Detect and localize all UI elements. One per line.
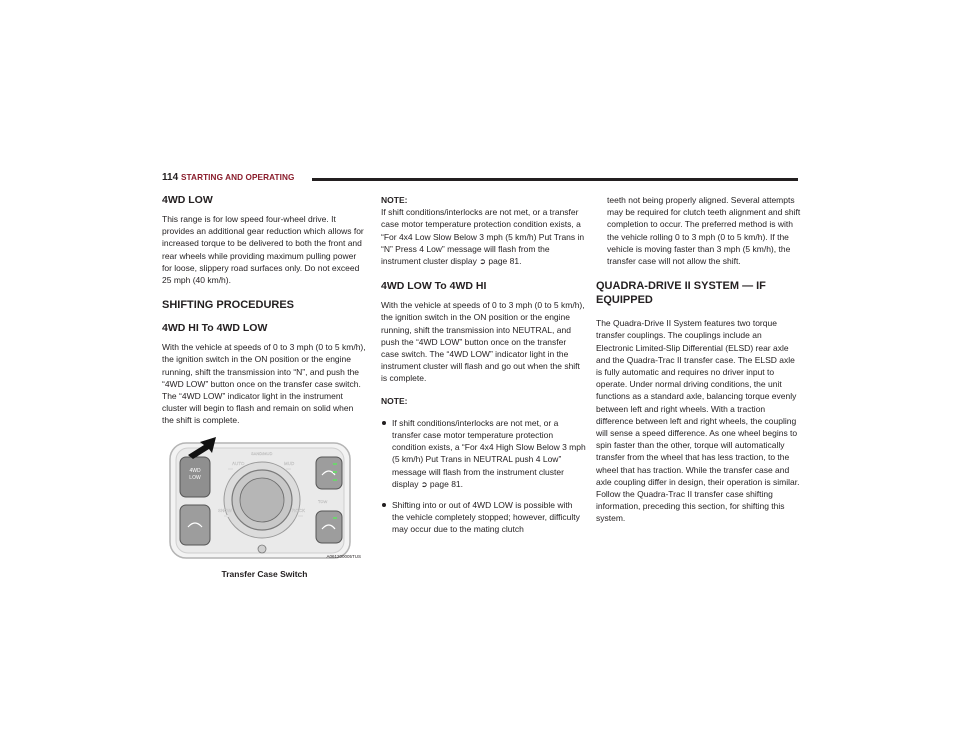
figure-code: A061200005TUS bbox=[326, 553, 361, 559]
figure-caption: Transfer Case Switch bbox=[221, 568, 308, 579]
continued-bullets bbox=[596, 194, 801, 267]
bullet-icon bbox=[382, 503, 386, 507]
list-item: teeth not being properly aligned. Several attempts may be required for clutch teeth alignment and shift completion to occur. The preferred method is with the vehicle rolling 0 to 3 mph (0 to 5 km/h). If the vehicle is moving faster than 3 mph (5 km/h), the transfer case will not allow the shift. bbox=[607, 195, 801, 267]
transfer-case-switch-illustration bbox=[162, 435, 367, 563]
heading-shifting-procedures: SHIFTING PROCEDURES bbox=[162, 299, 295, 312]
para-4wd-low: This range is for low speed four-wheel drive. It provides an additional gear reduction which allows for increased torque to be delivered to both the front and rear wheels while providing maximum pulling power for loose, slippery road surfaces only. Do not exceed 25 mph (40 km/h). bbox=[162, 214, 364, 286]
page-header bbox=[162, 172, 798, 188]
mode-snow: SNOW bbox=[218, 507, 232, 513]
column-1 bbox=[162, 194, 367, 579]
note-1-label: NOTE: bbox=[381, 195, 408, 205]
heading-quadra-line-1: QUADRA-DRIVE II SYSTEM — IF bbox=[596, 280, 766, 293]
mode-sand: SAND/MUD bbox=[251, 450, 273, 456]
note-2-bullets bbox=[381, 417, 586, 536]
heading-low-to-hi: 4WD LOW To 4WD HI bbox=[381, 280, 487, 293]
note-1-text bbox=[381, 206, 586, 268]
para-low-to-hi: With the vehicle at speeds of 0 to 3 mph (0 to 5 km/h), the ignition switch in the ON position or the engine running, shift the transmission into NEUTRAL, and push the “4WD LOW” button once on the transfer case switch. The “4WD LOW” indicator light in the instrument cluster will flash and go out when the shift is complete. bbox=[381, 300, 585, 384]
heading-quadra-drive bbox=[596, 279, 801, 307]
heading-4wd-low: 4WD LOW bbox=[162, 194, 213, 206]
para-hi-to-low: With the vehicle at speeds of 0 to 3 mph (0 to 5 km/h), the ignition switch in the ON position or the engine running, shift the transmission into “N”, and push the “4WD LOW” button once on the transfer case switch. The “4WD LOW” indicator light in the instrument cluster will begin to flash and remain on solid when the shift is complete. bbox=[162, 342, 366, 426]
column-2 bbox=[381, 194, 586, 544]
page-number: 114 bbox=[162, 172, 179, 183]
btn-4wd-label: 4WD bbox=[189, 467, 201, 474]
para-quadra-drive: The Quadra-Drive II System features two torque transfer couplings. The couplings include an Electronic Limited-Slip Differential (ELSD) rear axle and the Quadra-Trac II transfer case. The ELSD axle is fully automatic and requires no driver input to operate. Under normal driving conditions, the unit functions as a standard axle, balancing torque evenly between left and right wheels. With a traction difference between left and right wheels, the coupling will sense a speed difference. As one wheel begins to spin faster than the other, torque will automatically transfer from the wheel that has less traction, to the wheel that has traction. While the transfer case and axle coupling differ in design, their operation is similar. Follow the Quadra-Trac II transfer case shifting information, preceding this section, for shifting this system. bbox=[596, 318, 800, 524]
heading-hi-to-low: 4WD HI To 4WD LOW bbox=[162, 322, 268, 335]
list-item bbox=[381, 417, 586, 491]
page-ref-arrow-icon: ➲ bbox=[479, 257, 486, 267]
header-rule bbox=[312, 178, 798, 181]
transfer-case-switch-figure bbox=[162, 435, 367, 563]
heading-quadra-line-2: EQUIPPED bbox=[596, 294, 653, 307]
note-1-page-ref[interactable]: page 81. bbox=[488, 256, 522, 267]
bullet-1-page-ref[interactable]: page 81. bbox=[429, 478, 464, 489]
bullet-icon bbox=[382, 421, 386, 425]
mode-rock: ROCK bbox=[292, 507, 306, 513]
section-title: STARTING AND OPERATING bbox=[181, 173, 295, 182]
mode-tow: TOW bbox=[318, 498, 328, 504]
page-ref-arrow-icon: ➲ bbox=[420, 479, 428, 489]
mode-mud: MUD bbox=[284, 460, 295, 466]
list-item bbox=[381, 499, 586, 536]
btn-low-label: LOW bbox=[189, 474, 201, 481]
note-1-body: If shift conditions/interlocks are not met, or a transfer case motor temperature protection condition exists, a “For 4x4 Low Slow Below 3 mph (5 km/h) Put Trans in “N” Press 4 Low” message will flash from the instrument cluster display bbox=[381, 207, 585, 267]
bullet-1-body: If shift conditions/interlocks are not met, or a transfer case motor temperature protection condition exists, a “For 4x4 High Slow Below 3 mph (5 km/h) Put Trans in NEUTRAL push 4 Low” message will flash from the instrument cluster display bbox=[392, 417, 586, 489]
bullet-2-body: Shifting into or out of 4WD LOW is possible with the vehicle completely stopped; however, difficulty may occur due to the mating clutch bbox=[392, 500, 580, 535]
column-3 bbox=[596, 194, 801, 533]
mode-auto: AUTO bbox=[232, 460, 245, 466]
note-2-label: NOTE: bbox=[381, 395, 408, 406]
